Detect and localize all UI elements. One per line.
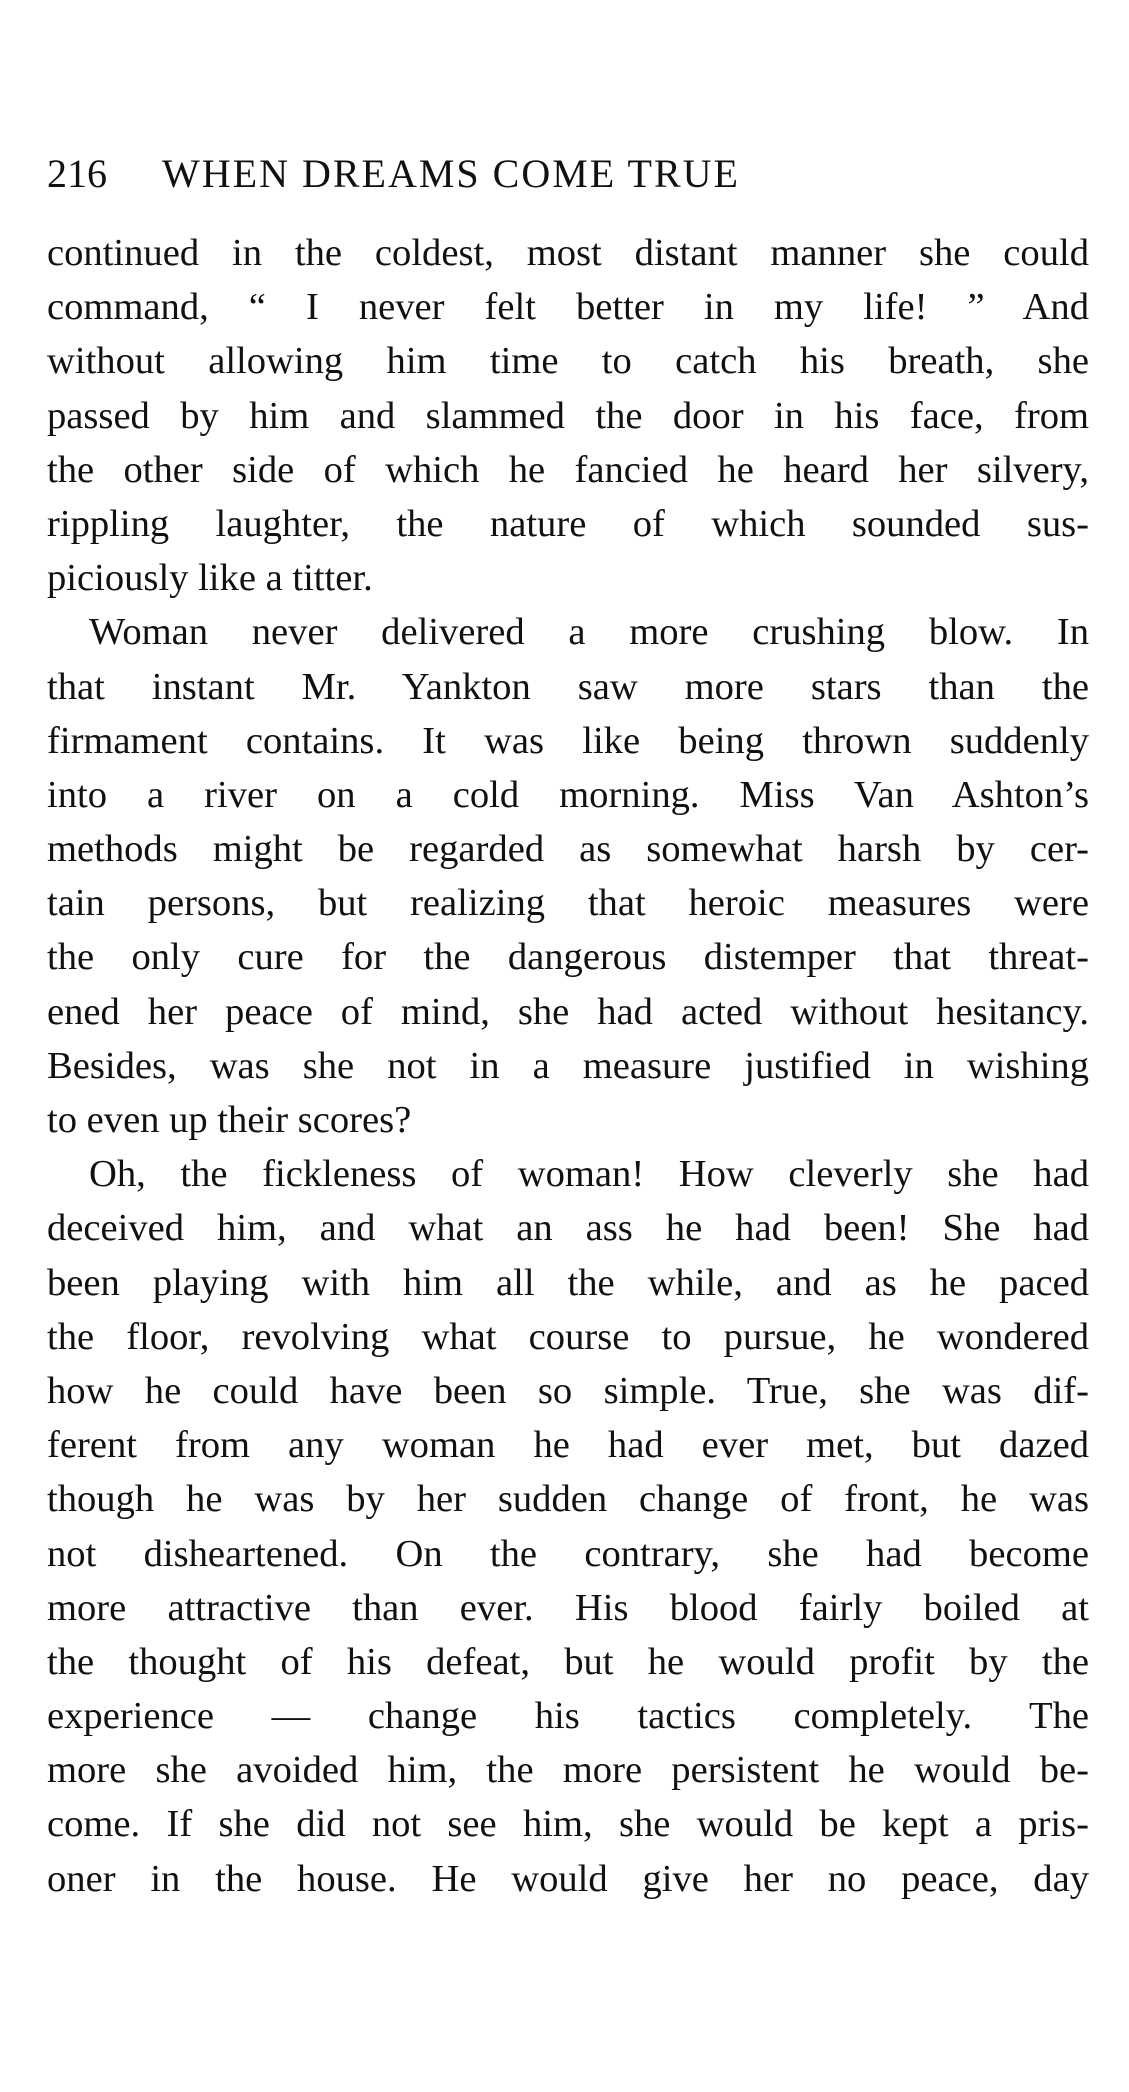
text-line: the other side of which he fancied he heard her silvery, <box>47 448 1089 491</box>
paragraph-2 <box>47 605 1089 1147</box>
text-line: experience — change his tactics completely. The <box>47 1695 1089 1738</box>
text-line: ened her peace of mind, she had acted without hesitancy. <box>47 990 1089 1033</box>
text-line: Besides, was she not in a measure justified in wishing <box>47 1044 1089 1087</box>
text-line: continued in the coldest, most distant manner she could <box>47 232 1089 274</box>
paragraph-1 <box>47 226 1089 605</box>
text-line: without allowing him time to catch his breath, she <box>47 340 1089 383</box>
text-line: methods might be regarded as somewhat harsh by cer- <box>47 828 1089 871</box>
text-line: more she avoided him, the more persistent he would be- <box>47 1749 1089 1792</box>
text-line: the thought of his defeat, but he would profit by the <box>47 1640 1089 1683</box>
page-header <box>47 150 1089 210</box>
text-line: that instant Mr. Yankton saw more stars than the <box>47 665 1089 708</box>
text-line: into a river on a cold morning. Miss Van Ashton’s <box>47 773 1089 816</box>
page-number: 216 <box>47 151 107 196</box>
text-line: tain persons, but realizing that heroic measures were <box>47 882 1089 925</box>
running-head: WHEN DREAMS COME TRUE <box>162 151 740 196</box>
paragraph-3 <box>47 1147 1089 1906</box>
text-line: come. If she did not see him, she would be kept a pris- <box>47 1803 1089 1846</box>
text-line: the floor, revolving what course to pursue, he wondered <box>47 1315 1089 1358</box>
text-line: been playing with him all the while, and as he paced <box>47 1261 1089 1304</box>
text-line: more attractive than ever. His blood fairly boiled at <box>47 1586 1089 1629</box>
text-line: to even up their scores? <box>47 1099 412 1141</box>
text-line: deceived him, and what an ass he had been! She had <box>47 1207 1089 1250</box>
text-line: not disheartened. On the contrary, she had become <box>47 1532 1089 1575</box>
text-line: the only cure for the dangerous distemper that threat- <box>47 936 1089 979</box>
text-line: Woman never delivered a more crushing blow. In <box>89 611 1089 654</box>
text-line: how he could have been so simple. True, she was dif- <box>47 1369 1089 1412</box>
text-line: ferent from any woman he had ever met, but dazed <box>47 1424 1089 1467</box>
text-line: though he was by her sudden change of front, he was <box>47 1478 1089 1521</box>
text-line: oner in the house. He would give her no peace, day <box>47 1857 1089 1900</box>
text-line: command, “ I never felt better in my life! ” And <box>47 286 1089 329</box>
book-page <box>47 150 1089 1906</box>
text-line: firmament contains. It was like being thrown suddenly <box>47 719 1089 762</box>
text-line: Oh, the fickleness of woman! How cleverly she had <box>89 1153 1089 1196</box>
text-line: passed by him and slammed the door in his face, from <box>47 394 1089 437</box>
body-text <box>47 226 1089 1906</box>
text-line: rippling laughter, the nature of which sounded sus- <box>47 502 1089 545</box>
text-line: piciously like a titter. <box>47 557 373 600</box>
